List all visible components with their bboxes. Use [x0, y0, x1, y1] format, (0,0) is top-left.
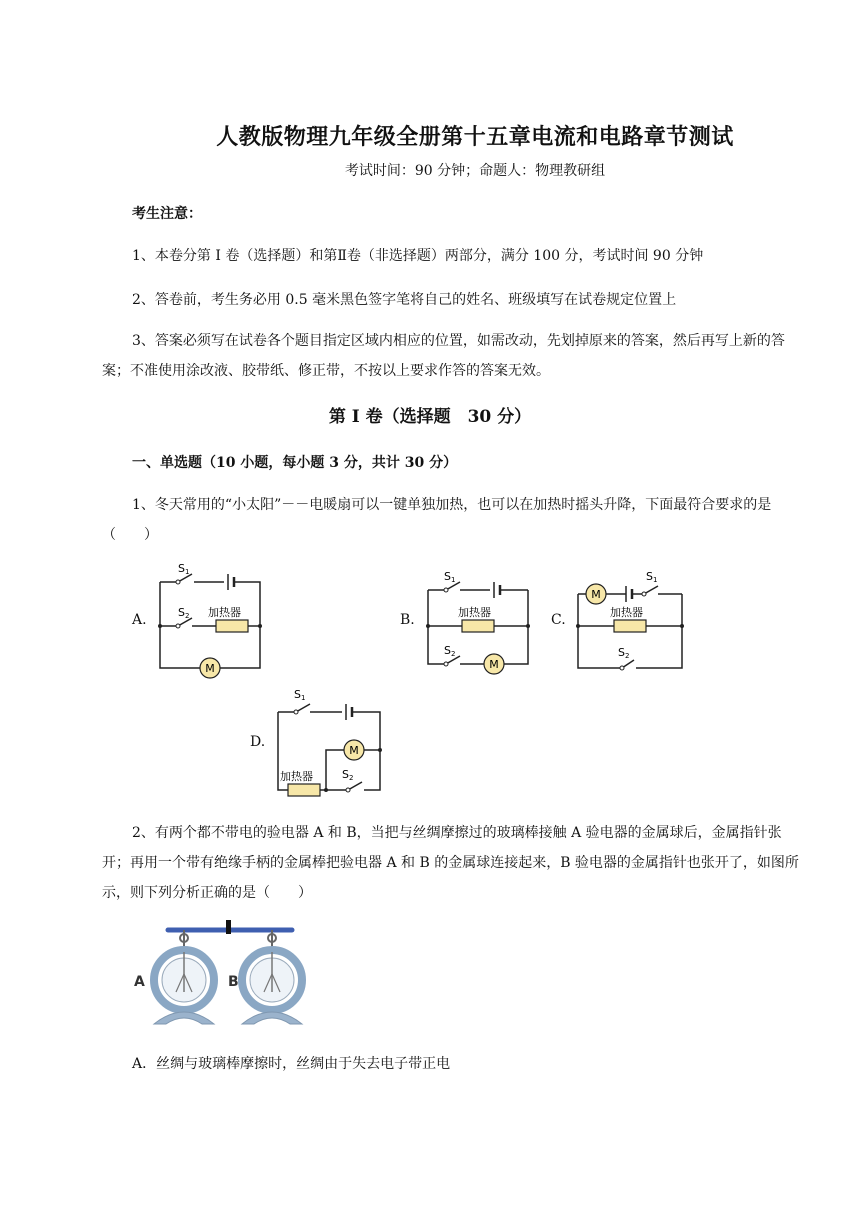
svg-text:S: S [294, 688, 301, 701]
notice-heading: 考生注意： [132, 206, 202, 222]
svg-text:1: 1 [301, 694, 306, 702]
exam-info: 考试时间：90 分钟；命题人：物理教研组 [344, 163, 606, 179]
svg-text:1: 1 [185, 568, 190, 576]
svg-text:2: 2 [185, 612, 190, 620]
svg-text:S: S [178, 562, 185, 575]
q1-option-b-label: B. [400, 612, 415, 628]
svg-text:加热器: 加热器 [610, 606, 643, 619]
svg-text:S: S [444, 644, 451, 657]
label-a: A [134, 974, 145, 990]
question-1-stem: 1、冬天常用的“小太阳”－－电暖扇可以一键单独加热，也可以在加热时摇头升降，下面最符合要求的是（ ） [102, 497, 772, 543]
question-2-stem: 2、有两个都不带电的验电器 A 和 B，当把与丝绸摩擦过的玻璃棒接触 A 验电器的金属球后，金属指针张开；再用一个带有绝缘手柄的金属棒把验电器 A 和 B 的金属球连接起来，B 验电器的金属指针也张开了，如图所示，则下列分析正确的是（ ） [102, 825, 799, 901]
svg-text:加热器: 加热器 [458, 606, 491, 619]
label-b: B [228, 974, 239, 990]
circuit-diagram-c [568, 560, 692, 680]
section-title: 第 I 卷（选择题 30 分） [328, 407, 532, 427]
circuit-diagram-b [418, 560, 538, 680]
notice-item-2: 2、答卷前，考生务必用 0.5 毫米黑色签字笔将自己的姓名、班级填写在试卷规定位置上 [132, 292, 677, 308]
svg-text:加热器: 加热器 [280, 770, 313, 783]
svg-text:S: S [444, 570, 451, 583]
svg-text:M: M [349, 744, 359, 757]
svg-text:M: M [591, 588, 601, 601]
electroscope-b [242, 930, 302, 1024]
circuit-diagram-a [150, 560, 270, 680]
notice-item-3: 3、答案必须写在试卷各个题目指定区域内相应的位置，如需改动，先划掉原来的答案，然后再写上新的答案；不准使用涂改液、胶带纸、修正带，不按以上要求作答的答案无效。 [102, 333, 785, 379]
q1-option-d-label: D. [250, 734, 266, 750]
q1-option-c-label: C. [551, 612, 566, 628]
q1-option-a-label: A. [132, 612, 147, 628]
svg-text:1: 1 [451, 576, 456, 584]
svg-text:M: M [489, 658, 499, 671]
svg-text:1: 1 [653, 576, 658, 584]
notice-item-1: 1、本卷分第 I 卷（选择题）和第Ⅱ卷（非选择题）两部分，满分 100 分，考试时间 90 分钟 [132, 248, 704, 264]
heater-label: 加热器 [208, 606, 241, 619]
electroscope-a [154, 930, 214, 1024]
part-heading: 一、单选题（10 小题，每小题 3 分，共计 30 分） [132, 455, 458, 471]
q2-option-a: A．丝绸与玻璃棒摩擦时，丝绸由于失去电子带正电 [132, 1056, 451, 1072]
page-title: 人教版物理九年级全册第十五章电流和电路章节测试 [216, 124, 734, 150]
svg-text:2: 2 [625, 652, 630, 660]
svg-text:2: 2 [349, 774, 354, 782]
svg-text:S: S [178, 606, 185, 619]
svg-text:S: S [618, 646, 625, 659]
circuit-diagram-d [268, 682, 392, 802]
svg-text:S: S [342, 768, 349, 781]
motor-label: M [205, 662, 215, 675]
svg-text:S: S [646, 570, 653, 583]
electroscope-figure [128, 912, 308, 1032]
svg-text:2: 2 [451, 650, 456, 658]
